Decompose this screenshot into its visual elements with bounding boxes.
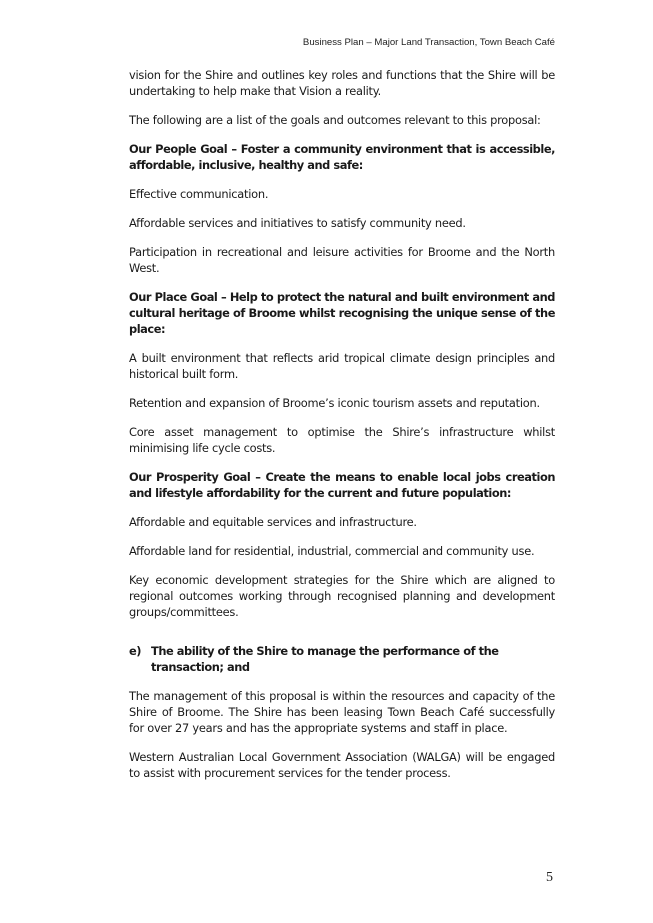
- page-number: 5: [546, 870, 553, 885]
- paragraph: Key economic development strategies for the Shire which are aligned to regional outcomes working through recognised planning and development groups/committees.: [129, 573, 555, 619]
- paragraph: Western Australian Local Government Association (WALGA) will be engaged to assist with procurement services for the tender process.: [129, 750, 555, 780]
- paragraph: Participation in recreational and leisure activities for Broome and the North West.: [129, 245, 555, 275]
- paragraph: The management of this proposal is within the resources and capacity of the Shire of Broome. The Shire has been leasing Town Beach Café successfully for over 27 years and has the appropriate systems and staff in place.: [129, 689, 555, 735]
- running-header: Business Plan – Major Land Transaction, Town Beach Café: [302, 37, 555, 48]
- paragraph: Retention and expansion of Broome’s iconic tourism assets and reputation.: [129, 396, 540, 410]
- section-marker: e): [129, 644, 142, 658]
- paragraph: Affordable services and initiatives to satisfy community need.: [129, 216, 466, 230]
- goal-heading-place: Our Place Goal – Help to protect the natural and built environment and cultural heritage of Broome whilst recognising the unique sense of the place:: [129, 290, 555, 336]
- section-e-heading: [129, 643, 555, 675]
- paragraph: Affordable and equitable services and infrastructure.: [129, 515, 417, 529]
- paragraph: vision for the Shire and outlines key roles and functions that the Shire will be undertaking to help make that Vision a reality.: [129, 68, 555, 98]
- section-heading-text: The ability of the Shire to manage the performance of the transaction; and: [151, 644, 499, 674]
- paragraph: Affordable land for residential, industrial, commercial and community use.: [129, 544, 535, 558]
- body-text: [129, 67, 555, 781]
- paragraph: The following are a list of the goals and outcomes relevant to this proposal:: [129, 113, 541, 127]
- goal-heading-prosperity: Our Prosperity Goal – Create the means to enable local jobs creation and lifestyle affordability for the current and future population:: [129, 470, 555, 500]
- paragraph: Core asset management to optimise the Shire’s infrastructure whilst minimising life cycle costs.: [129, 425, 555, 455]
- paragraph: A built environment that reflects arid tropical climate design principles and historical built form.: [129, 351, 555, 381]
- goal-heading-people: Our People Goal – Foster a community environment that is accessible, affordable, inclusive, healthy and safe:: [129, 142, 555, 172]
- paragraph: Effective communication.: [129, 187, 269, 201]
